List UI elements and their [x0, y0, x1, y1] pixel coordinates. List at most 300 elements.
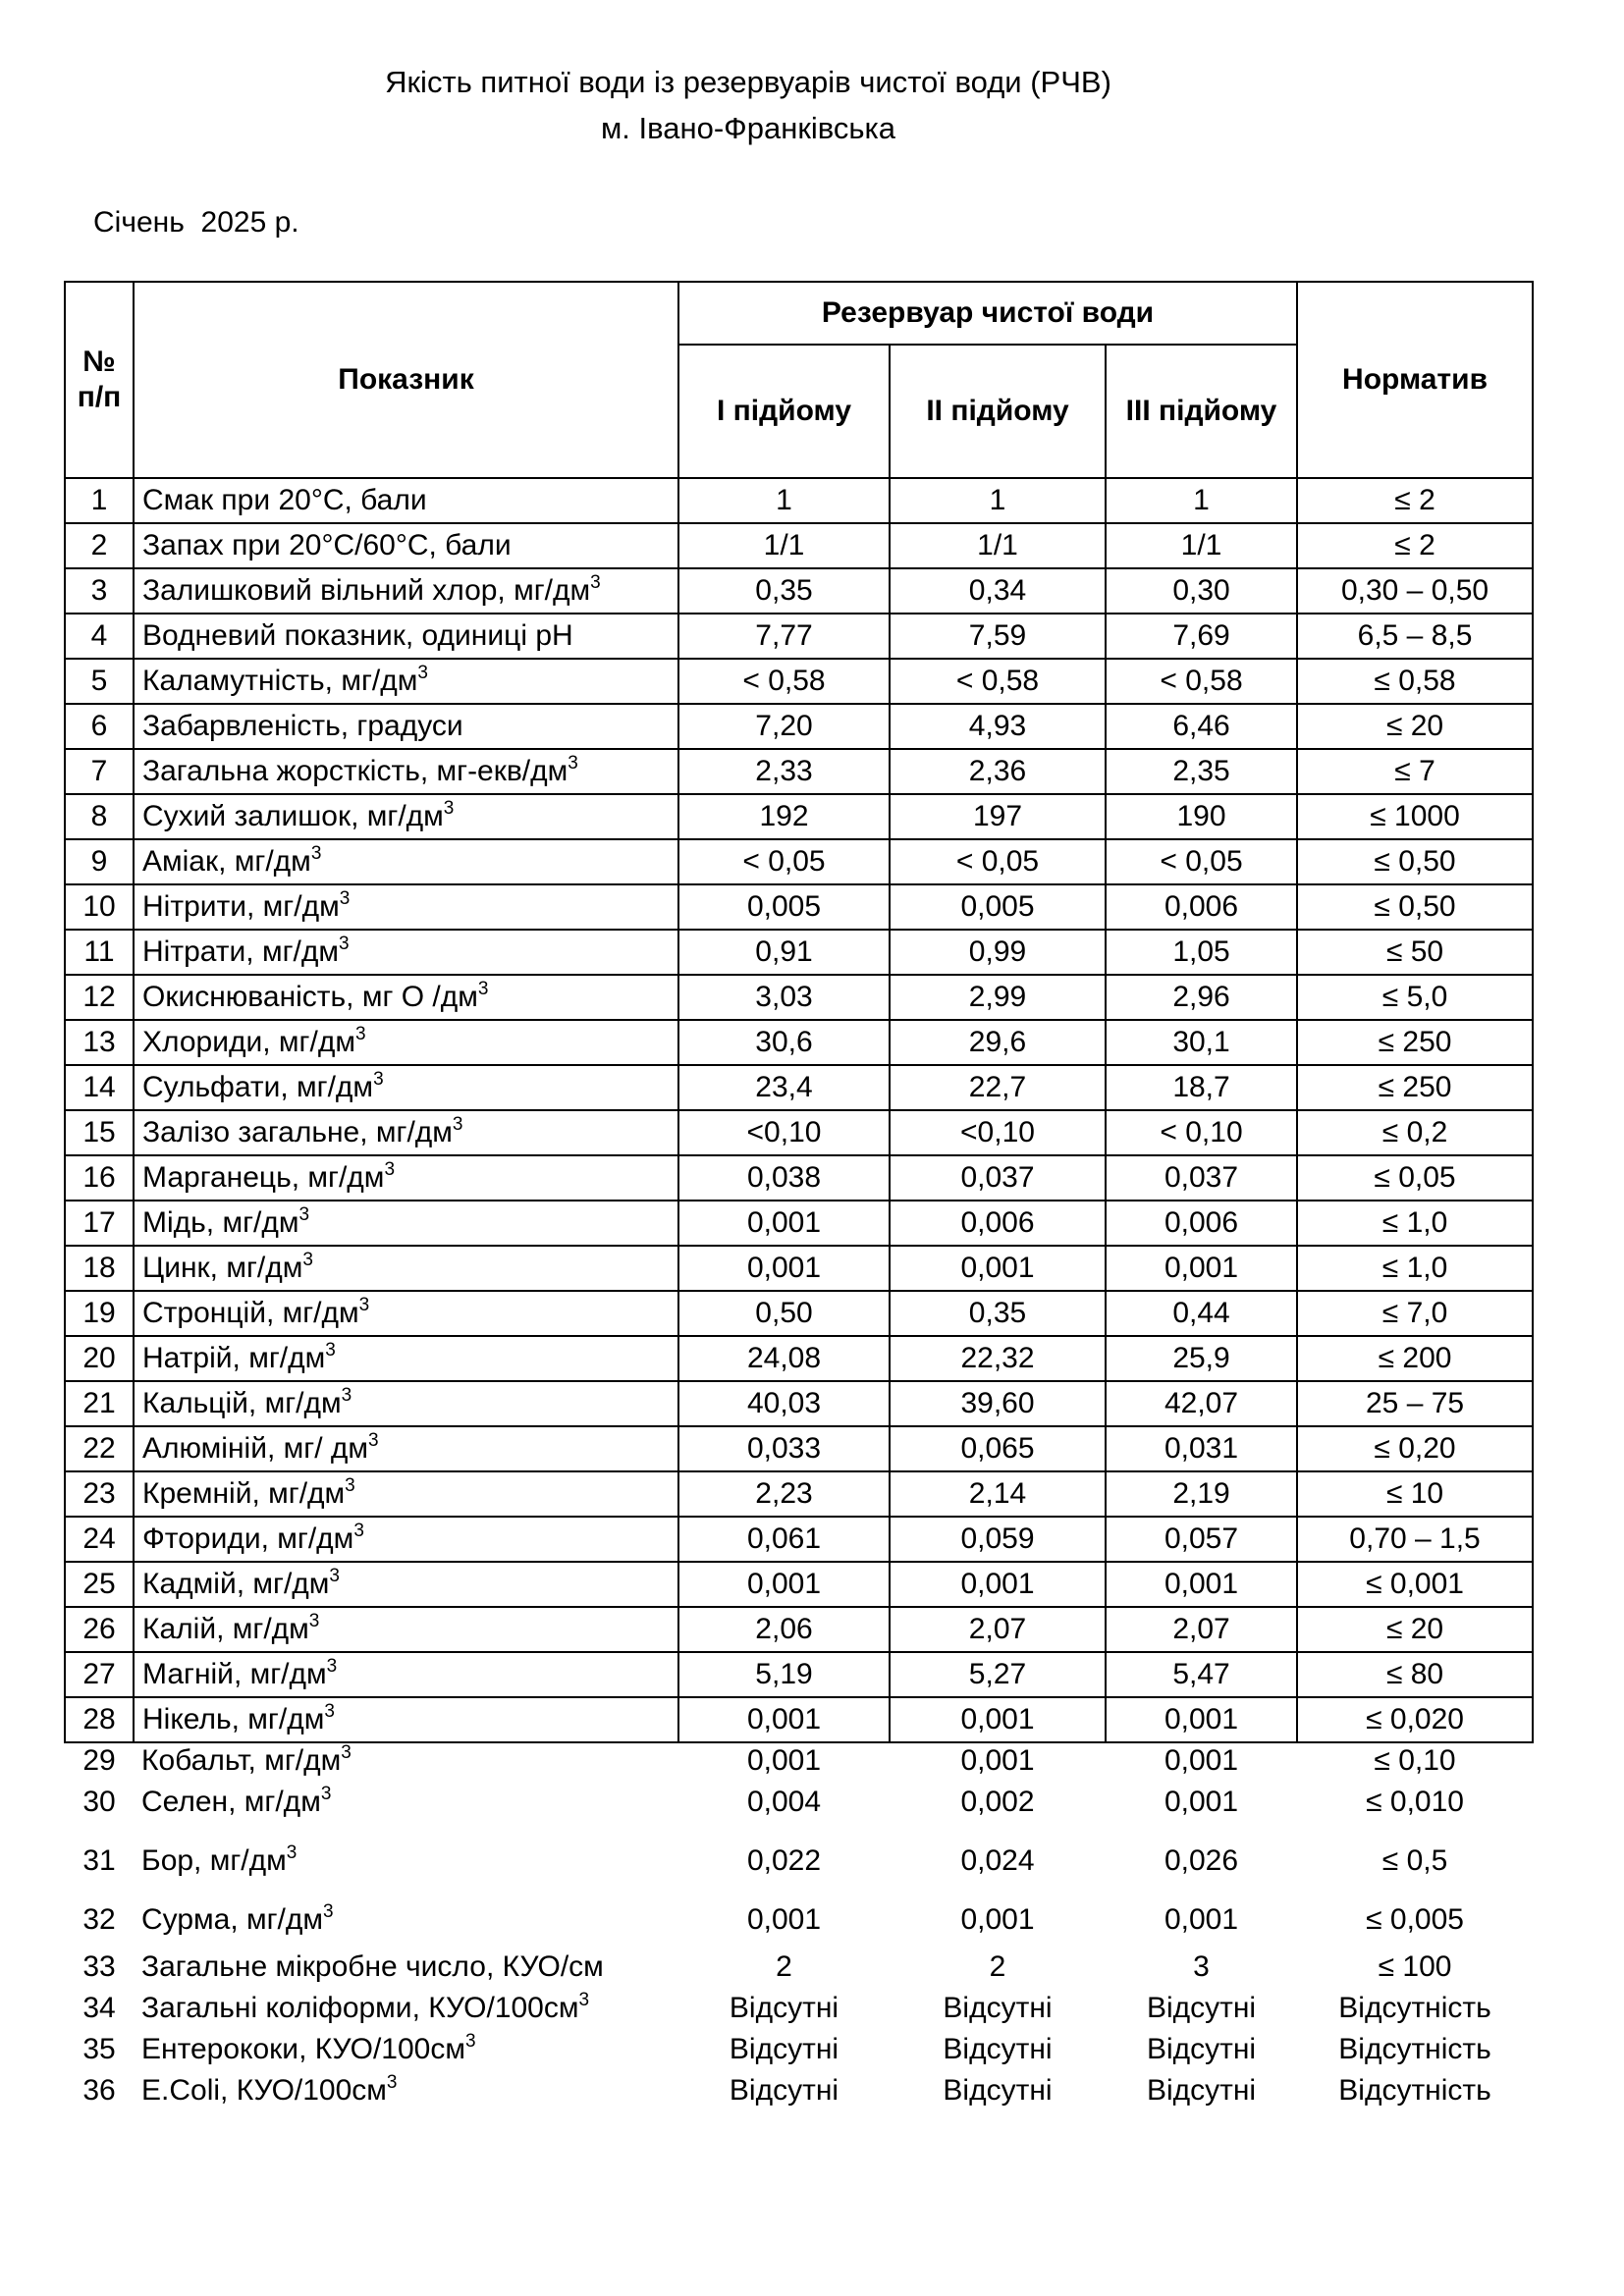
value-cell-rise1: 0,91	[678, 930, 890, 975]
norm-cell: ≤ 10	[1297, 1471, 1533, 1517]
value-cell-rise3: 6,46	[1106, 704, 1297, 749]
superscript: 3	[386, 2072, 398, 2093]
indicator-cell: Загальна жорсткість, $мг-екв/дм^3$	[134, 749, 678, 794]
value-cell-rise1: 0,001	[678, 1246, 890, 1291]
indicator-cell: Смак при 20°С, бали	[134, 478, 678, 523]
row-number-cell: 32	[82, 1903, 116, 1936]
norm-cell: ≤ 1000	[1297, 794, 1533, 839]
superscript: 3	[298, 1204, 310, 1225]
table-row	[65, 1426, 1533, 1471]
value-cell-rise2: 0,001	[960, 1744, 1035, 1777]
row-number-cell: 19	[65, 1291, 134, 1336]
value-cell-rise2: 0,037	[890, 1155, 1106, 1201]
value-cell-rise3: < 0,58	[1106, 659, 1297, 704]
norm-cell: ≤ 0,020	[1297, 1697, 1533, 1742]
superscript: 3	[358, 1295, 370, 1315]
indicator-cell: Алюміній, мг/ $дм^3$	[134, 1426, 678, 1471]
value-cell-rise2: 2,99	[890, 975, 1106, 1020]
table-row	[65, 1697, 1533, 1742]
value-cell-rise3: 2,96	[1106, 975, 1297, 1020]
document-title-line1: Якість питної води із резервуарів чистої води (РЧВ)	[385, 65, 1111, 99]
value-cell-rise2: 0,001	[960, 1903, 1035, 1936]
row-number-cell: 21	[65, 1381, 134, 1426]
value-cell-rise3: < 0,05	[1106, 839, 1297, 884]
value-cell-rise3: 1,05	[1106, 930, 1297, 975]
value-cell-rise1: 0,061	[678, 1517, 890, 1562]
table-row	[65, 659, 1533, 704]
value-cell-rise3: 18,7	[1106, 1065, 1297, 1110]
superscript: 3	[443, 798, 455, 819]
row-number-cell: 30	[82, 1786, 116, 1818]
value-cell-rise3: 0,006	[1106, 1201, 1297, 1246]
table-row	[65, 1291, 1533, 1336]
value-cell-rise1: 24,08	[678, 1336, 890, 1381]
value-cell-rise1: 23,4	[678, 1065, 890, 1110]
indicator-cell: Сурма, $мг/дм^3$	[141, 1901, 334, 1936]
header-num-line2: п/п	[77, 381, 122, 413]
indicator-cell: Нікель, $мг/дм^3$	[134, 1697, 678, 1742]
table-row	[65, 1336, 1533, 1381]
header-num-line1: №	[82, 346, 116, 378]
value-cell-rise3: 0,30	[1106, 568, 1297, 614]
indicator-cell: E.Coli, КУО/$100см^3$	[141, 2072, 398, 2107]
header-norm: Норматив	[1297, 282, 1533, 478]
value-cell-rise3: 0,001	[1164, 1786, 1239, 1818]
superscript: 3	[345, 1475, 355, 1496]
norm-cell: ≤ 2	[1297, 478, 1533, 523]
value-cell-rise1: 0,50	[678, 1291, 890, 1336]
value-cell-rise3: 0,001	[1164, 1903, 1239, 1936]
indicator-cell: Мідь, $мг/дм^3$	[134, 1201, 678, 1246]
value-cell-rise2: 4,93	[890, 704, 1106, 749]
value-cell-rise1: 0,038	[678, 1155, 890, 1201]
table-row	[65, 1825, 1533, 1884]
value-cell-rise2: 22,7	[890, 1065, 1106, 1110]
indicator-cell: Залізо загальне, $мг/дм^3$	[134, 1110, 678, 1155]
norm-cell: ≤ 7	[1297, 749, 1533, 794]
row-number-cell: 18	[65, 1246, 134, 1291]
superscript: 3	[339, 888, 351, 909]
table-row	[65, 704, 1533, 749]
value-cell-rise3: 7,69	[1106, 614, 1297, 659]
table-row	[65, 1607, 1533, 1652]
value-cell-rise2: < 0,58	[890, 659, 1106, 704]
value-cell-rise1: 0,001	[746, 1903, 822, 1936]
indicator-cell: Кобальт, $мг/дм^3$	[141, 1742, 352, 1777]
norm-cell: ≤ 0,50	[1297, 884, 1533, 930]
value-cell-rise1: 0,005	[678, 884, 890, 930]
value-cell-rise2: 197	[890, 794, 1106, 839]
table-row	[65, 1155, 1533, 1201]
superscript: 3	[452, 1114, 463, 1135]
table-row	[65, 523, 1533, 568]
norm-cell: 6,5 – 8,5	[1297, 614, 1533, 659]
value-cell-rise1: 5,19	[678, 1652, 890, 1697]
row-number-cell: 12	[65, 975, 134, 1020]
indicator-cell: Забарвленість, градуси	[134, 704, 678, 749]
value-cell-rise1: 2	[776, 1950, 792, 1983]
value-cell-rise2: 0,001	[890, 1246, 1106, 1291]
value-cell-rise2: 0,99	[890, 930, 1106, 975]
norm-cell: ≤ 0,05	[1297, 1155, 1533, 1201]
table-row	[65, 2072, 1533, 2113]
indicator-cell: Натрій, $мг/дм^3$	[134, 1336, 678, 1381]
row-number-cell: 10	[65, 884, 134, 930]
value-cell-rise2: 0,002	[960, 1786, 1035, 1818]
row-number-cell: 6	[65, 704, 134, 749]
value-cell-rise2: 2,07	[890, 1607, 1106, 1652]
header-rise-2: ІІ підйому	[890, 345, 1106, 478]
header-num	[65, 282, 134, 478]
indicator-cell: Кальцій, $мг/дм^3$	[134, 1381, 678, 1426]
value-cell-rise3: Відсутні	[1146, 2033, 1257, 2065]
value-cell-rise1: Відсутні	[729, 1992, 839, 2024]
indicator-cell: Калій, $мг/дм^3$	[134, 1607, 678, 1652]
row-number-cell: 25	[65, 1562, 134, 1607]
norm-cell: ≤ 5,0	[1297, 975, 1533, 1020]
table-row	[65, 1246, 1533, 1291]
table-row	[65, 1784, 1533, 1825]
value-cell-rise2: 29,6	[890, 1020, 1106, 1065]
value-cell-rise2: 0,005	[890, 884, 1106, 930]
norm-cell: ≤ 7,0	[1297, 1291, 1533, 1336]
value-cell-rise1: 0,001	[746, 1744, 822, 1777]
value-cell-rise2: 0,065	[890, 1426, 1106, 1471]
indicator-cell: Загальне мікробне число, КУО/см	[141, 1950, 604, 1983]
indicator-cell: Залишковий вільний хлор, $мг/дм^3$	[134, 568, 678, 614]
row-number-cell: 29	[82, 1744, 116, 1777]
table-row	[65, 749, 1533, 794]
superscript: 3	[417, 663, 428, 683]
indicator-cell: Цинк, $мг/дм^3$	[134, 1246, 678, 1291]
row-number-cell: 36	[82, 2074, 116, 2107]
table-row	[65, 1110, 1533, 1155]
indicator-cell: Каламутність, $мг/дм^3$	[134, 659, 678, 704]
superscript: 3	[578, 1990, 590, 2010]
value-cell-rise1: 40,03	[678, 1381, 890, 1426]
table-row	[65, 1652, 1533, 1697]
norm-cell: ≤ 1,0	[1297, 1246, 1533, 1291]
value-cell-rise1: 2,23	[678, 1471, 890, 1517]
value-cell-rise3: 0,006	[1106, 884, 1297, 930]
row-number-cell: 13	[65, 1020, 134, 1065]
table-row	[65, 2031, 1533, 2072]
row-number-cell: 15	[65, 1110, 134, 1155]
report-period: Січень 2025 р.	[93, 206, 299, 239]
value-cell-rise2: 2	[989, 1950, 1006, 1983]
superscript: 3	[341, 1742, 352, 1763]
indicator-cell: Ентерококи, КУО/$100см^3$	[141, 2031, 476, 2065]
table-row	[65, 614, 1533, 659]
header-rise-1: І підйому	[678, 345, 890, 478]
norm-cell: ≤ 100	[1378, 1950, 1452, 1983]
value-cell-rise1: Відсутні	[729, 2033, 839, 2065]
table-row	[65, 1065, 1533, 1110]
indicator-cell: Кадмій, $мг/дм^3$	[134, 1562, 678, 1607]
value-cell-rise2: 0,059	[890, 1517, 1106, 1562]
value-cell-rise2: 2,36	[890, 749, 1106, 794]
value-cell-rise3: 0,031	[1106, 1426, 1297, 1471]
value-cell-rise3: Відсутні	[1146, 2074, 1257, 2107]
value-cell-rise1: 0,001	[678, 1201, 890, 1246]
table-row	[65, 478, 1533, 523]
table-row	[65, 1742, 1533, 1784]
norm-cell: ≤ 0,2	[1297, 1110, 1533, 1155]
value-cell-rise2: < 0,05	[890, 839, 1106, 884]
value-cell-rise3: 2,19	[1106, 1471, 1297, 1517]
value-cell-rise2: 0,001	[890, 1562, 1106, 1607]
indicator-cell: Магній, $мг/дм^3$	[134, 1652, 678, 1697]
superscript: 3	[326, 1656, 338, 1677]
value-cell-rise3: 1	[1106, 478, 1297, 523]
superscript: 3	[320, 1784, 332, 1804]
superscript: 3	[310, 843, 322, 864]
value-cell-rise2: Відсутні	[943, 2033, 1053, 2065]
value-cell-rise1: 7,77	[678, 614, 890, 659]
norm-cell: ≤ 20	[1297, 1607, 1533, 1652]
superscript: 3	[329, 1566, 340, 1586]
value-cell-rise3: 0,001	[1106, 1697, 1297, 1742]
table-row	[65, 1943, 1533, 1990]
norm-cell: ≤ 0,5	[1381, 1844, 1448, 1877]
value-cell-rise2: 0,35	[890, 1291, 1106, 1336]
value-cell-rise1: < 0,05	[678, 839, 890, 884]
superscript: 3	[325, 1340, 336, 1361]
row-number-cell: 20	[65, 1336, 134, 1381]
superscript: 3	[286, 1842, 298, 1863]
value-cell-rise1: 30,6	[678, 1020, 890, 1065]
row-number-cell: 5	[65, 659, 134, 704]
value-cell-rise3: 0,001	[1106, 1246, 1297, 1291]
indicator-cell: Аміак, $мг/дм^3$	[134, 839, 678, 884]
row-number-cell: 7	[65, 749, 134, 794]
header-indicator: Показник	[134, 282, 678, 478]
value-cell-rise3: 0,037	[1106, 1155, 1297, 1201]
table-row	[65, 975, 1533, 1020]
superscript: 3	[353, 1521, 364, 1541]
norm-cell: ≤ 0,010	[1366, 1786, 1464, 1818]
value-cell-rise1: 192	[678, 794, 890, 839]
indicator-cell: Фториди, $мг/дм^3$	[134, 1517, 678, 1562]
norm-cell: ≤ 0,58	[1297, 659, 1533, 704]
indicator-cell: Сухий залишок, $мг/дм^3$	[134, 794, 678, 839]
row-number-cell: 27	[65, 1652, 134, 1697]
document-title-line2: м. Івано-Франківська	[600, 111, 896, 145]
value-cell-rise1: 3,03	[678, 975, 890, 1020]
row-number-cell: 1	[65, 478, 134, 523]
indicator-cell: Запах при 20°С/60°С, бали	[134, 523, 678, 568]
value-cell-rise2: Відсутні	[943, 1992, 1053, 2024]
row-number-cell: 2	[65, 523, 134, 568]
table-row	[65, 794, 1533, 839]
table-body-bordered	[65, 478, 1533, 1742]
table-row	[65, 1562, 1533, 1607]
row-number-cell: 22	[65, 1426, 134, 1471]
norm-cell: ≤ 80	[1297, 1652, 1533, 1697]
norm-cell: 25 – 75	[1297, 1381, 1533, 1426]
value-cell-rise1: 0,022	[746, 1844, 822, 1877]
norm-cell: ≤ 50	[1297, 930, 1533, 975]
row-number-cell: 28	[65, 1697, 134, 1742]
superscript: 3	[464, 2031, 476, 2052]
value-cell-rise3: 3	[1193, 1950, 1210, 1983]
value-cell-rise2: <0,10	[890, 1110, 1106, 1155]
value-cell-rise1: 2,06	[678, 1607, 890, 1652]
row-number-cell: 31	[82, 1844, 116, 1877]
water-quality-table	[64, 281, 1534, 2113]
superscript: 3	[477, 979, 489, 999]
row-number-cell: 24	[65, 1517, 134, 1562]
value-cell-rise3: < 0,10	[1106, 1110, 1297, 1155]
header-reservoir-group: Резервуар чистої води	[678, 282, 1297, 345]
indicator-cell: Загальні коліформи, КУО/$100см^3$	[141, 1990, 590, 2024]
value-cell-rise2: 1	[890, 478, 1106, 523]
norm-cell: ≤ 0,001	[1297, 1562, 1533, 1607]
table-row	[65, 884, 1533, 930]
document-title	[0, 0, 1496, 151]
value-cell-rise3: 0,026	[1164, 1844, 1239, 1877]
value-cell-rise1: <0,10	[678, 1110, 890, 1155]
row-number-cell: 14	[65, 1065, 134, 1110]
superscript: 3	[384, 1159, 396, 1180]
value-cell-rise1: 0,001	[678, 1562, 890, 1607]
value-cell-rise3: 0,057	[1106, 1517, 1297, 1562]
indicator-cell: Кремній, $мг/дм^3$	[134, 1471, 678, 1517]
indicator-cell: Водневий показник, одиниці рН	[134, 614, 678, 659]
norm-cell: ≤ 2	[1297, 523, 1533, 568]
value-cell-rise1: 0,033	[678, 1426, 890, 1471]
norm-cell: ≤ 20	[1297, 704, 1533, 749]
indicator-cell: Хлориди, $мг/дм^3$	[134, 1020, 678, 1065]
value-cell-rise3: 0,001	[1106, 1562, 1297, 1607]
row-number-cell: 23	[65, 1471, 134, 1517]
norm-cell: ≤ 0,10	[1374, 1744, 1456, 1777]
value-cell-rise1: 1	[678, 478, 890, 523]
value-cell-rise1: 2,33	[678, 749, 890, 794]
indicator-cell: Нітрити, $мг/дм^3$	[134, 884, 678, 930]
norm-cell: ≤ 1,0	[1297, 1201, 1533, 1246]
table-row	[65, 1990, 1533, 2031]
row-number-cell: 16	[65, 1155, 134, 1201]
superscript: 3	[373, 1069, 384, 1090]
row-number-cell: 17	[65, 1201, 134, 1246]
value-cell-rise3: 2,07	[1106, 1607, 1297, 1652]
norm-cell: ≤ 0,20	[1297, 1426, 1533, 1471]
indicator-cell: Окиснюваність, мг О $/дм^3$	[134, 975, 678, 1020]
value-cell-rise1: 0,004	[746, 1786, 822, 1818]
superscript: 3	[324, 1701, 335, 1722]
value-cell-rise3: 190	[1106, 794, 1297, 839]
value-cell-rise1: 0,001	[678, 1697, 890, 1742]
norm-cell: ≤ 0,005	[1366, 1903, 1464, 1936]
value-cell-rise3: 42,07	[1106, 1381, 1297, 1426]
value-cell-rise2: 22,32	[890, 1336, 1106, 1381]
row-number-cell: 11	[65, 930, 134, 975]
row-number-cell: 26	[65, 1607, 134, 1652]
row-number-cell: 3	[65, 568, 134, 614]
row-number-cell: 35	[82, 2033, 116, 2065]
norm-cell: ≤ 0,50	[1297, 839, 1533, 884]
value-cell-rise3: 0,44	[1106, 1291, 1297, 1336]
indicator-cell: Селен, $мг/дм^3$	[141, 1784, 332, 1818]
value-cell-rise1: 7,20	[678, 704, 890, 749]
value-cell-rise1: Відсутні	[729, 2074, 839, 2107]
table-body-plain	[65, 1742, 1533, 2113]
superscript: 3	[308, 1611, 320, 1631]
value-cell-rise1: 0,35	[678, 568, 890, 614]
value-cell-rise3: 25,9	[1106, 1336, 1297, 1381]
superscript: 3	[302, 1250, 313, 1270]
value-cell-rise2: Відсутні	[943, 2074, 1053, 2107]
norm-cell: Відсутність	[1338, 2074, 1491, 2107]
table-row	[65, 839, 1533, 884]
header-row-top	[65, 282, 1533, 345]
value-cell-rise3: 30,1	[1106, 1020, 1297, 1065]
indicator-cell: Марганець, $мг/дм^3$	[134, 1155, 678, 1201]
superscript: 3	[323, 1901, 334, 1922]
superscript: 3	[568, 753, 578, 774]
table-row	[65, 568, 1533, 614]
table-row	[65, 1517, 1533, 1562]
row-number-cell: 8	[65, 794, 134, 839]
value-cell-rise1: < 0,58	[678, 659, 890, 704]
value-cell-rise1: 1/1	[678, 523, 890, 568]
table-row	[65, 1884, 1533, 1943]
norm-cell: Відсутність	[1338, 1992, 1491, 2024]
table-row	[65, 1020, 1533, 1065]
indicator-cell: Сульфати, $мг/дм^3$	[134, 1065, 678, 1110]
superscript: 3	[354, 1024, 366, 1044]
table-row	[65, 1471, 1533, 1517]
table-row	[65, 1201, 1533, 1246]
row-number-cell: 4	[65, 614, 134, 659]
indicator-cell: Стронцій, $мг/дм^3$	[134, 1291, 678, 1336]
norm-cell: ≤ 250	[1297, 1020, 1533, 1065]
norm-cell: 0,70 – 1,5	[1297, 1517, 1533, 1562]
row-number-cell: 9	[65, 839, 134, 884]
value-cell-rise3: 0,001	[1164, 1744, 1239, 1777]
norm-cell: ≤ 200	[1297, 1336, 1533, 1381]
value-cell-rise2: 5,27	[890, 1652, 1106, 1697]
value-cell-rise2: 0,024	[960, 1844, 1035, 1877]
value-cell-rise2: 2,14	[890, 1471, 1106, 1517]
value-cell-rise2: 7,59	[890, 614, 1106, 659]
value-cell-rise2: 39,60	[890, 1381, 1106, 1426]
indicator-cell: Нітрати, $мг/дм^3$	[134, 930, 678, 975]
value-cell-rise2: 1/1	[890, 523, 1106, 568]
norm-cell: ≤ 250	[1297, 1065, 1533, 1110]
value-cell-rise2: 0,006	[890, 1201, 1106, 1246]
superscript: 3	[341, 1385, 352, 1406]
value-cell-rise2: 0,34	[890, 568, 1106, 614]
value-cell-rise3: 1/1	[1106, 523, 1297, 568]
value-cell-rise3: Відсутні	[1146, 1992, 1257, 2024]
value-cell-rise2: 0,001	[890, 1697, 1106, 1742]
value-cell-rise3: 5,47	[1106, 1652, 1297, 1697]
table-row	[65, 1381, 1533, 1426]
indicator-cell: Бор, $мг/дм^3$	[141, 1842, 298, 1877]
table-header	[65, 282, 1533, 478]
superscript: 3	[368, 1430, 379, 1451]
value-cell-rise3: 2,35	[1106, 749, 1297, 794]
table-row	[65, 930, 1533, 975]
norm-cell: 0,30 – 0,50	[1297, 568, 1533, 614]
row-number-cell: 33	[82, 1950, 116, 1983]
header-rise-3: ІІІ підйому	[1106, 345, 1297, 478]
norm-cell: Відсутність	[1338, 2033, 1491, 2065]
superscript: 3	[590, 572, 601, 593]
superscript: 3	[338, 934, 350, 954]
